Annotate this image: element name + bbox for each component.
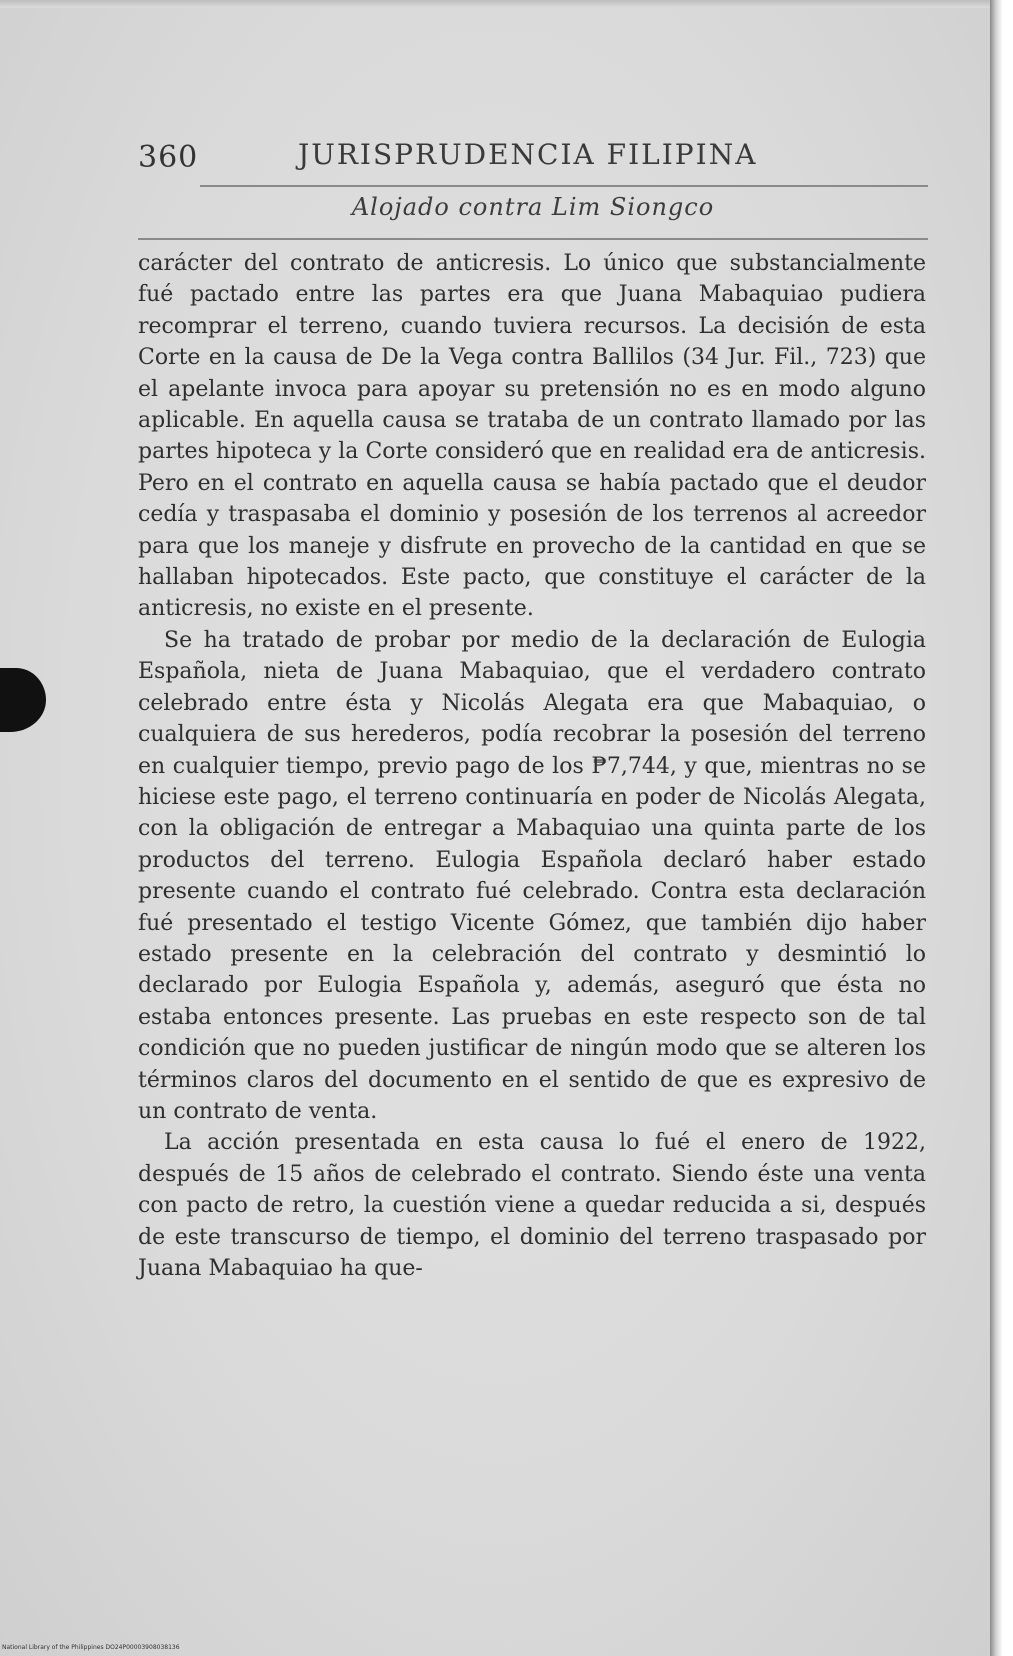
footer-identifier: DO24P00003908038136 (105, 1644, 180, 1651)
footer-source: National Library of the Philippines (2, 1644, 104, 1651)
paragraph-3: La acción presentada en esta causa lo fué el enero de 1922, después de 15 años de celebrado el contrato. Siendo éste una venta con pacto de retro, la cuestión viene a quedar reducida a si, después de este transcurso de tiempo, el dominio del terreno traspasado por Juana Mabaquiao ha que- (138, 1130, 926, 1281)
page-right-edge (990, 0, 1013, 1656)
page-number: 360 (138, 140, 199, 175)
running-title: JURISPRUDENCIA FILIPINA (298, 138, 758, 171)
body-text (138, 248, 926, 1284)
paragraph-1: carácter del contrato de anticresis. Lo único que substancialmente fué pactado entre las partes era que Juana Mabaquiao pudiera recomprar el terreno, cuando tuviera recursos. La decisión de esta Corte en la causa de De la Vega contra Ballilos (34 Jur. Fil., 723) que el apelante invoca para apoyar su pretensión no es en modo alguno aplicable. En aquella causa se trataba de un contrato llamado por las partes hipoteca y la Corte consideró que en realidad era de anticresis. Pero en el contrato en aquella causa se había pactado que el deudor cedía y traspasaba el dominio y posesión de los terrenos al acreedor para que los maneje y disfrute en provecho de la cantidad en que se hallaban hipotecados. Este pacto, que constituye el carácter de la anticresis, no existe en el presente. (138, 251, 926, 622)
header-rule-bottom (138, 238, 928, 240)
header-rule-top (200, 185, 928, 187)
scan-footer (2, 1644, 180, 1651)
paragraph-2: Se ha tratado de probar por medio de la declaración de Eulogia Española, nieta de Juana Mabaquiao, que el verdadero contrato celebrado entre ésta y Nicolás Alegata era que Mabaquiao, o cualquiera de sus herederos, podía recobrar la posesión del terreno en cualquier tiempo, previo pago de los ₱7,744, y que, mientras no se hiciese este pago, el terreno continuaría en poder de Nicolás Alegata, con la obligación de entregar a Mabaquiao una quinta parte de los productos del terreno. Eulogia Española declaró haber estado presente cuando el contrato fué celebrado. Contra esta declaración fué presentado el testigo Vicente Gómez, que también dijo haber estado presente en la celebración del contrato y desmintió lo declarado por Eulogia Española y, además, aseguró que ésta no estaba entonces presente. Las pruebas en este respecto son de tal condición que no pueden justificar de ningún modo que se alteren los términos claros del documento en el sentido de que es expresivo de un contrato de venta. (138, 627, 926, 1124)
case-title: Alojado contra Lim Siongco (351, 193, 715, 221)
page-top-edge (0, 0, 990, 8)
page-header (138, 136, 928, 184)
